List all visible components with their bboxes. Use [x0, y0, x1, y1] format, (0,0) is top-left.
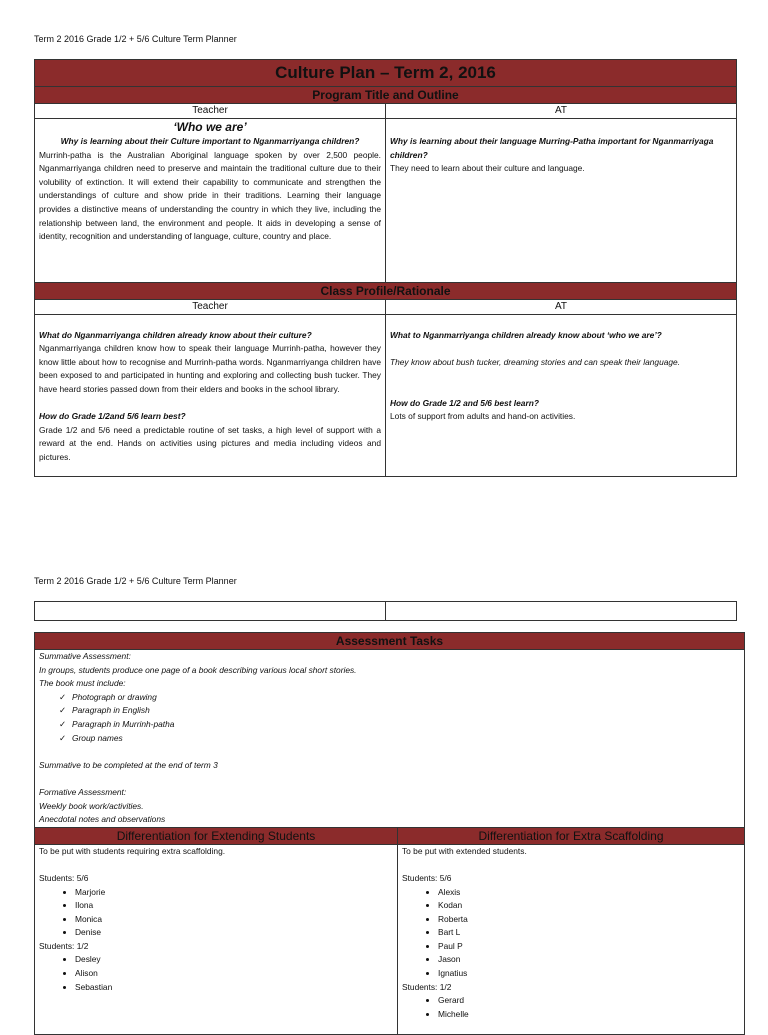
section-program-outline: Program Title and Outline	[35, 87, 737, 104]
empty-top-table	[34, 601, 737, 621]
at-paragraph-3: Lots of support from adults and hand-on activities.	[390, 411, 576, 422]
teacher-paragraph-2: Nganmarriyanga children know how to speak their language Murrinh-patha, however they know little about how to recognise and Murrinh-patha words. Nganmarriyanga children have been exposed to and participated in hunting and exploring and collecting bush tucker. They have heard stories passed down from their elders and books in the school library.	[39, 343, 381, 394]
at-question-2: What to Nganmarriyanga children already know about ‘who we are’?	[390, 329, 662, 340]
students-12-list	[402, 994, 740, 1021]
at-outline-cell	[386, 119, 737, 283]
assessment-table	[34, 632, 745, 1035]
check-item: ✓ Photograph or drawing	[59, 691, 740, 705]
extending-students-cell	[35, 844, 398, 1034]
scaffolding-intro: To be put with extended students.	[402, 845, 527, 856]
formative-line: Weekly book work/activities.	[39, 800, 144, 811]
assessment-line: In groups, students produce one page of a book describing various local short stories.	[39, 664, 357, 675]
group-label-12: Students: 1/2	[402, 981, 452, 992]
page-header-2: Term 2 2016 Grade 1/2 + 5/6 Culture Term Planner	[34, 576, 237, 586]
formative-line: Formative Assessment:	[39, 786, 127, 797]
student-name: • Alison	[75, 967, 393, 981]
at-question-1: Why is learning about their language Murring-Patha important for Nganmarriyaga children?	[390, 136, 714, 160]
student-name: • Marjorie	[75, 886, 393, 900]
student-name: • Roberta	[438, 913, 740, 927]
teacher-question-2: What do Nganmarriyanga children already know about their culture?	[39, 329, 312, 340]
summative-note: Summative to be completed at the end of term 3	[39, 759, 218, 770]
diff-extending-heading: Differentiation for Extending Students	[35, 827, 398, 844]
teacher-outline-cell	[35, 119, 386, 283]
col-header-teacher-2: Teacher	[35, 300, 386, 315]
col-header-at-2: AT	[386, 300, 737, 315]
group-label-12: Students: 1/2	[39, 940, 89, 951]
student-name: • Michelle	[438, 1008, 740, 1022]
diff-scaffolding-heading: Differentiation for Extra Scaffolding	[398, 827, 745, 844]
check-item: ✓ Paragraph in English	[59, 704, 740, 718]
culture-plan-table	[34, 59, 737, 477]
section-assessment-tasks: Assessment Tasks	[35, 633, 745, 650]
student-name: • Alexis	[438, 886, 740, 900]
teacher-question-3: How do Grade 1/2and 5/6 learn best?	[39, 411, 186, 422]
check-item: ✓ Paragraph in Murrinh-patha	[59, 718, 740, 732]
col-header-teacher: Teacher	[35, 104, 386, 119]
at-paragraph-1: They need to learn about their culture and language.	[390, 163, 585, 174]
scaffolding-students-cell	[398, 844, 745, 1034]
empty-cell-right	[386, 602, 737, 621]
teacher-paragraph-1: Murrinh-patha is the Australian Aboriginal language spoken by over 2,500 people. Nganmarriyanga children need to preserve and maintain the traditional culture due to their volubility of extinction. It will extend their capability to communicate and strengthen the understandings of culture and show pride in their traditions. Learning their language provides a distinctive means of understanding the country in which they live, including the relationship between land, the environment and people. It aids in developing a sense of identity, recognition and understanding of language, culture, country and place.	[39, 149, 381, 242]
assessment-line: Summative Assessment:	[39, 651, 131, 661]
student-name: • Monica	[75, 913, 393, 927]
empty-cell-left	[35, 602, 386, 621]
section-class-profile: Class Profile/Rationale	[35, 283, 737, 300]
col-header-at: AT	[386, 104, 737, 119]
student-name: • Denise	[75, 926, 393, 940]
student-name: • Ignatius	[438, 967, 740, 981]
student-name: • Kodan	[438, 899, 740, 913]
students-12-list	[39, 953, 393, 994]
student-name: • Desley	[75, 953, 393, 967]
who-we-are-heading: ‘Who we are’	[173, 120, 247, 134]
assessment-cell	[35, 650, 745, 828]
assessment-checklist	[39, 691, 740, 745]
check-item: ✓ Group names	[59, 732, 740, 746]
student-name: • Jason	[438, 953, 740, 967]
student-name: • Sebastian	[75, 981, 393, 995]
group-label-56: Students: 5/6	[402, 872, 452, 883]
at-question-3: How do Grade 1/2 and 5/6 best learn?	[390, 397, 539, 408]
student-name: • Gerard	[438, 994, 740, 1008]
students-56-list	[402, 886, 740, 981]
extending-intro: To be put with students requiring extra scaffolding.	[39, 845, 226, 856]
student-name: • Paul P	[438, 940, 740, 954]
plan-title: Culture Plan – Term 2, 2016	[35, 60, 737, 87]
teacher-paragraph-3: Grade 1/2 and 5/6 need a predictable routine of set tasks, a high level of support with a reward at the end. Hands on activities using pictures and media including videos and pictures.	[39, 424, 381, 462]
student-name: • Bart L	[438, 926, 740, 940]
students-56-list	[39, 886, 393, 940]
at-profile-cell	[386, 315, 737, 477]
teacher-question-1: Why is learning about their Culture important to Nganmarriyanga children?	[60, 136, 360, 146]
group-label-56: Students: 5/6	[39, 872, 89, 883]
student-name: • Ilona	[75, 899, 393, 913]
page-header: Term 2 2016 Grade 1/2 + 5/6 Culture Term Planner	[34, 34, 237, 44]
assessment-line: The book must include:	[39, 678, 126, 689]
formative-line: Anecdotal notes and observations	[39, 814, 166, 825]
at-paragraph-2: They know about bush tucker, dreaming stories and can speak their language.	[390, 356, 681, 367]
teacher-profile-cell	[35, 315, 386, 477]
